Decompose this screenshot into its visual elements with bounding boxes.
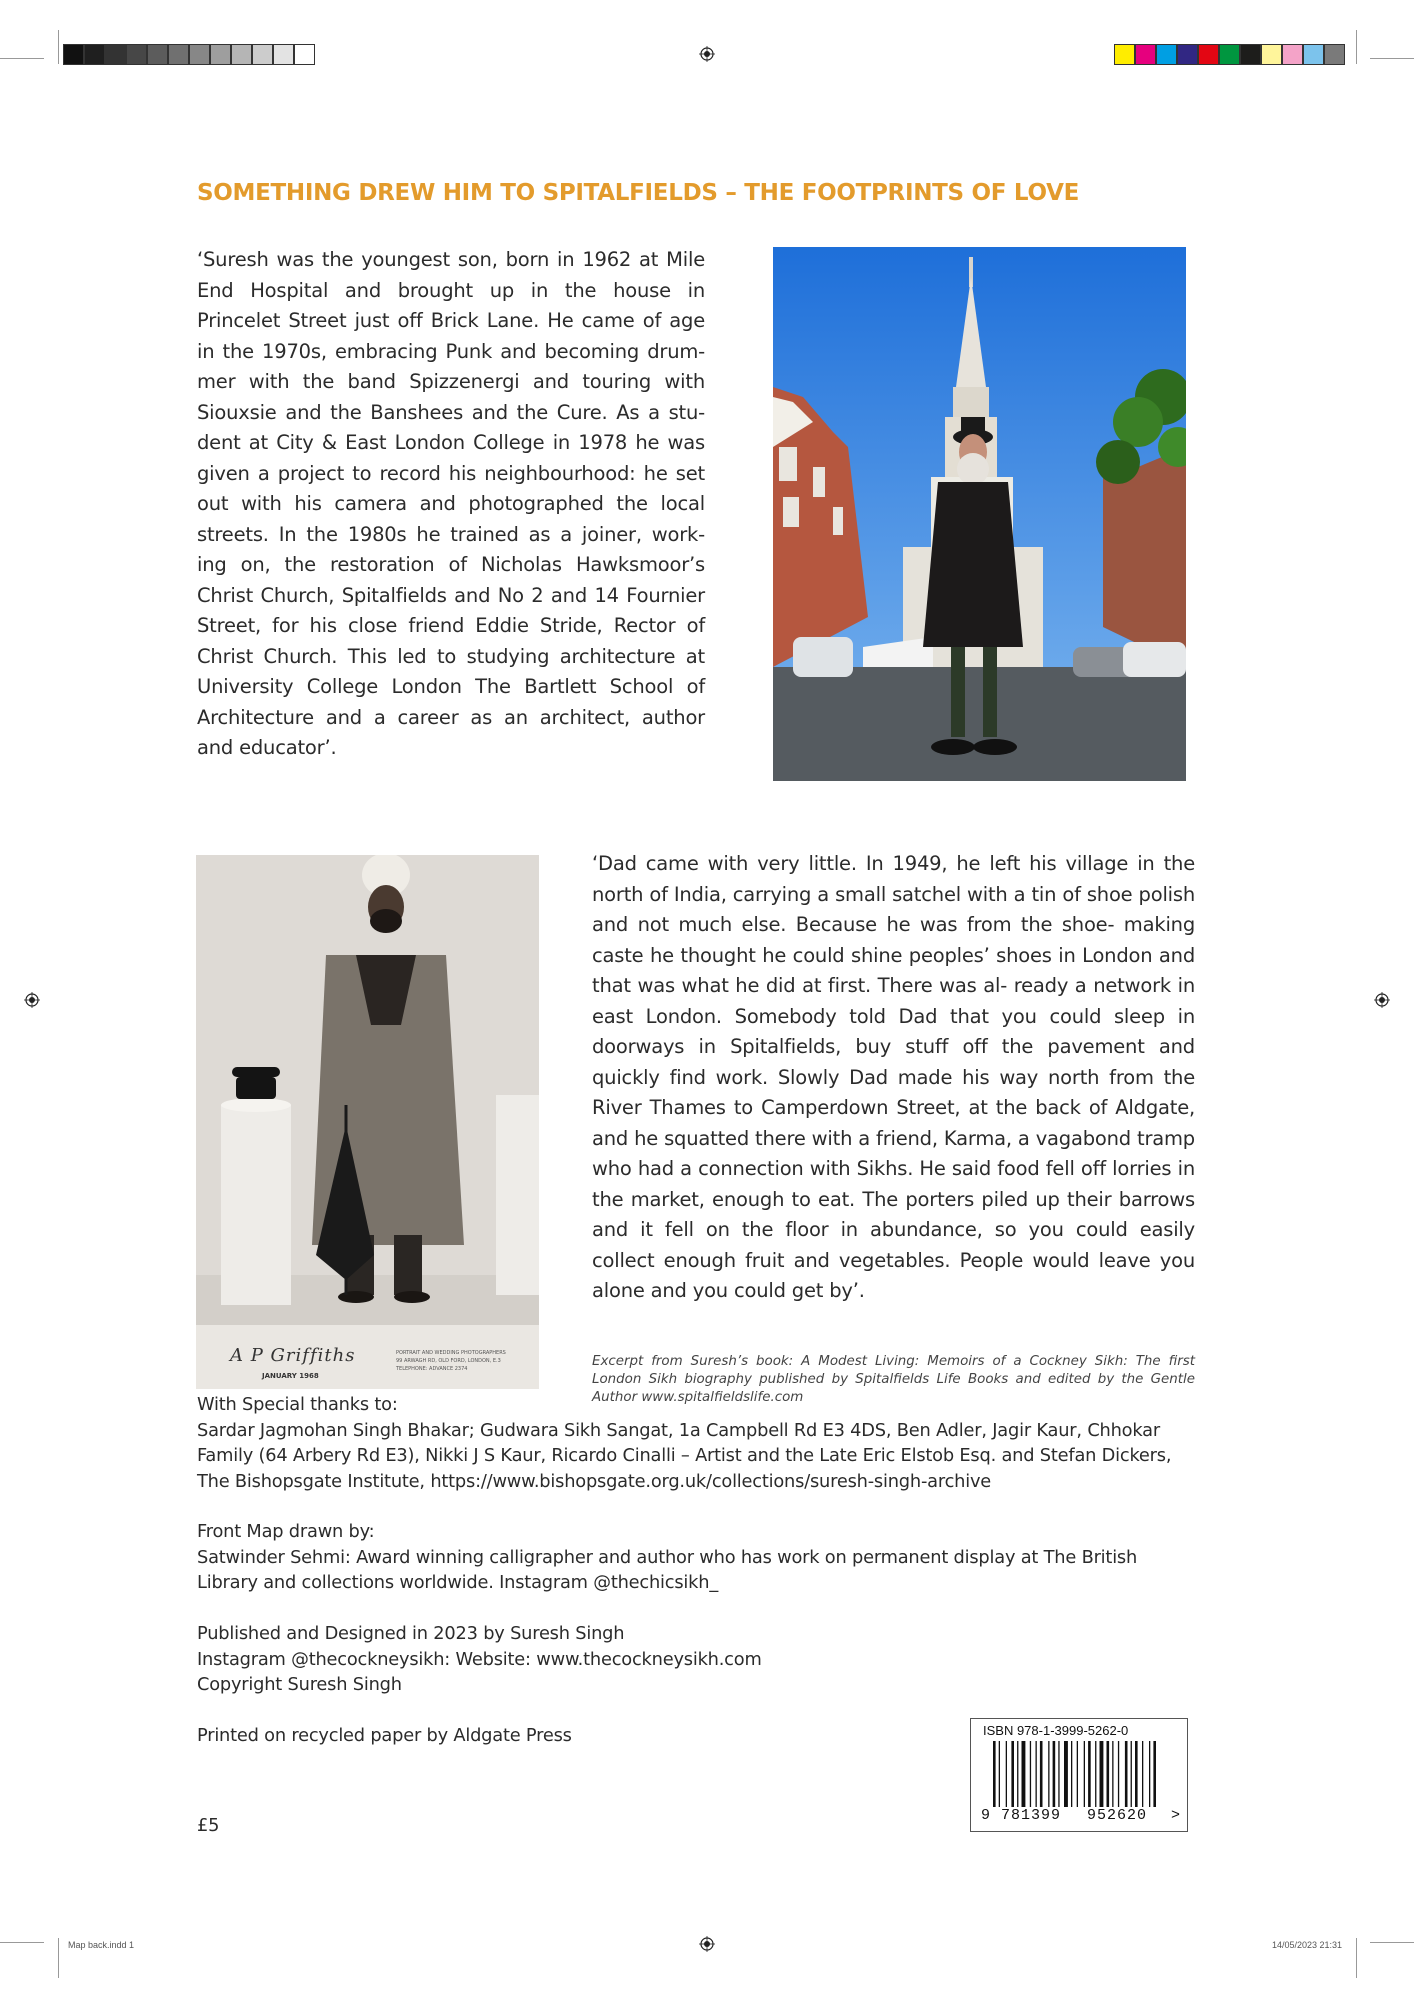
barcode-bar	[1118, 1741, 1119, 1807]
slug-filename: Map back.indd 1	[68, 1940, 135, 1950]
color-swatch	[1303, 44, 1324, 65]
map-credit-heading: Front Map drawn by:	[197, 1521, 375, 1542]
barcode-bar	[1107, 1741, 1110, 1807]
isbn-barcode: ISBN 978-1-3999-5262-0 9 781399 952620 >	[970, 1718, 1188, 1832]
color-swatch	[1324, 44, 1345, 65]
color-swatch	[1282, 44, 1303, 65]
registration-mark-icon	[699, 1936, 715, 1952]
barcode-bar	[1149, 1741, 1150, 1807]
color-swatch	[294, 44, 315, 65]
color-swatch	[1198, 44, 1219, 65]
barcode-bar	[1022, 1741, 1026, 1807]
color-swatch	[252, 44, 273, 65]
map-credit	[197, 1519, 1197, 1596]
registration-mark-icon	[24, 992, 40, 1008]
color-swatch	[1114, 44, 1135, 65]
vintage-portrait-photo	[196, 855, 539, 1389]
intro-paragraph: ‘Suresh was the youngest son, born in 1962 at Mile End Hospital and brought up in the house in Princelet Street just off Brick Lane. He came of age in the 1970s, embracing Punk and becoming drum- mer with the band Spizzenergi and touring with Siouxsie and the Banshees and the Cure. As a stu- dent at City & East London College in 1978 he was given a project to record his neighbourhood: he set out with his camera and photographed the local streets. In the 1980s he trained as a joiner, work- ing on, the restoration of Nicholas Hawksmoor’s Christ Church, Spitalfields and No 2 and 14 Fournier Street, for his close friend Eddie Stride, Rector of Christ Church. This led to studying architecture at University College London The Bartlett School of Architecture and a career as an architect, author and educator’.	[197, 248, 705, 759]
barcode-bar	[1142, 1741, 1143, 1807]
barcode-bar	[1048, 1741, 1049, 1807]
barcode-bar	[1112, 1741, 1113, 1807]
color-swatch	[231, 44, 252, 65]
color-swatch	[1177, 44, 1198, 65]
color-swatch	[1240, 44, 1261, 65]
barcode-bar	[1036, 1741, 1037, 1807]
color-swatch	[210, 44, 231, 65]
special-thanks	[197, 1392, 1197, 1494]
printer-credit: Printed on recycled paper by Aldgate Press	[197, 1725, 572, 1746]
color-swatch	[273, 44, 294, 65]
slug-timestamp: 14/05/2023 21:31	[1272, 1940, 1343, 1950]
thanks-heading: With Special thanks to:	[197, 1394, 398, 1415]
isbn-label: ISBN 978-1-3999-5262-0	[983, 1723, 1129, 1738]
barcode-bar	[1017, 1741, 1018, 1807]
barcode-bar	[1053, 1741, 1056, 1807]
thanks-body: Sardar Jagmohan Singh Bhakar; Gudwara Sikh Sangat, 1a Campbell Rd E3 4DS, Ben Adler, Jagir Kaur, Chhokar Family (64 Arbery Rd E3), Nikki J S Kaur, Ricardo Cinalli – Artist and the Late Eric Elstob Esq. and Stefan Dickers, The Bishopsgate Institute, https://www.bishopsgate.org.uk/collections/suresh-singh-archive	[197, 1419, 1172, 1492]
color-swatch	[189, 44, 210, 65]
barcode-bar	[1095, 1741, 1096, 1807]
barcode-bar	[1153, 1741, 1156, 1807]
church-street-photo	[773, 247, 1186, 781]
barcode-bar	[1030, 1741, 1031, 1807]
barcode-bar	[1088, 1741, 1091, 1807]
barcode-bar	[1011, 1741, 1014, 1807]
map-credit-body: Satwinder Sehmi: Award winning calligrapher and author who has work on permanent display at The British Library and collections worldwide. Instagram @thechicsikh_	[197, 1546, 1138, 1593]
studio-date: JANUARY 1968	[262, 1372, 319, 1380]
page-title: SOMETHING DREW HIM TO SPITALFIELDS – THE FOOTPRINTS OF LOVE	[197, 180, 1079, 206]
studio-stamp: PORTRAIT AND WEDDING PHOTOGRAPHERS 99 ARWAGH RD, OLD FORD, LONDON, E.3 TELEPHONE: ADVANCE 2374	[396, 1350, 506, 1372]
barcode-bar	[1084, 1741, 1085, 1807]
barcode-bar	[1131, 1741, 1132, 1807]
color-swatch	[168, 44, 189, 65]
publishing-info: Published and Designed in 2023 by Suresh Singh Instagram @thecockneysikh: Website: www.thecockneysikh.com Copyright Suresh Singh	[197, 1623, 762, 1695]
color-swatch	[1135, 44, 1156, 65]
barcode-bar	[1006, 1741, 1007, 1807]
barcode-bar	[1058, 1741, 1059, 1807]
barcode-bar	[1125, 1741, 1128, 1807]
barcode-bar	[1135, 1741, 1138, 1807]
barcode-bar	[1040, 1741, 1043, 1807]
barcode-bar	[1077, 1741, 1078, 1807]
color-swatch	[105, 44, 126, 65]
color-swatch	[1156, 44, 1177, 65]
barcode-bar	[999, 1741, 1000, 1807]
barcode-bar	[1064, 1741, 1068, 1807]
color-swatch	[147, 44, 168, 65]
registration-mark-icon	[699, 46, 715, 62]
color-swatch	[84, 44, 105, 65]
barcode-bar	[1100, 1741, 1104, 1807]
color-swatch	[63, 44, 84, 65]
color-swatch	[126, 44, 147, 65]
studio-signature: A P Griffiths	[230, 1345, 356, 1366]
registration-mark-icon	[1374, 992, 1390, 1008]
barcode-bar	[1071, 1741, 1072, 1807]
color-swatch	[1219, 44, 1240, 65]
color-swatch	[1261, 44, 1282, 65]
barcode-icon	[993, 1741, 1173, 1807]
barcode-bar	[993, 1741, 996, 1807]
dad-story-paragraph: ‘Dad came with very little. In 1949, he left his village in the north of India, carrying a small satchel with a tin of shoe polish and not much else. Because he was from the shoe- making caste he thought he could shine peoples’ shoes in London and that was what he did at first. There was al- ready a network in east London. Somebody told Dad that you could sleep in doorways in Spitalfields, buy stuff off the pavement and quickly find work. Slowly Dad made his way north from the River Thames to Camperdown Street, at the back of Aldgate, and he squatted there with a friend, Karma, a vagabond tramp who had a connection with Sikhs. He said food fell off lorries in the market, enough to eat. The porters piled up their barrows and it fell on the floor in abundance, so you could easily collect enough fruit and vegetables. People would leave you alone and you could get by’.	[592, 852, 1195, 1302]
book-excerpt-caption: Excerpt from Suresh’s book: A Modest Living: Memoirs of a Cockney Sikh: The first London Sikh biography published by Spitalfields Life Books and edited by the Gentle Author www.spitalfieldslife.com	[592, 1354, 1195, 1405]
price: £5	[197, 1815, 220, 1836]
